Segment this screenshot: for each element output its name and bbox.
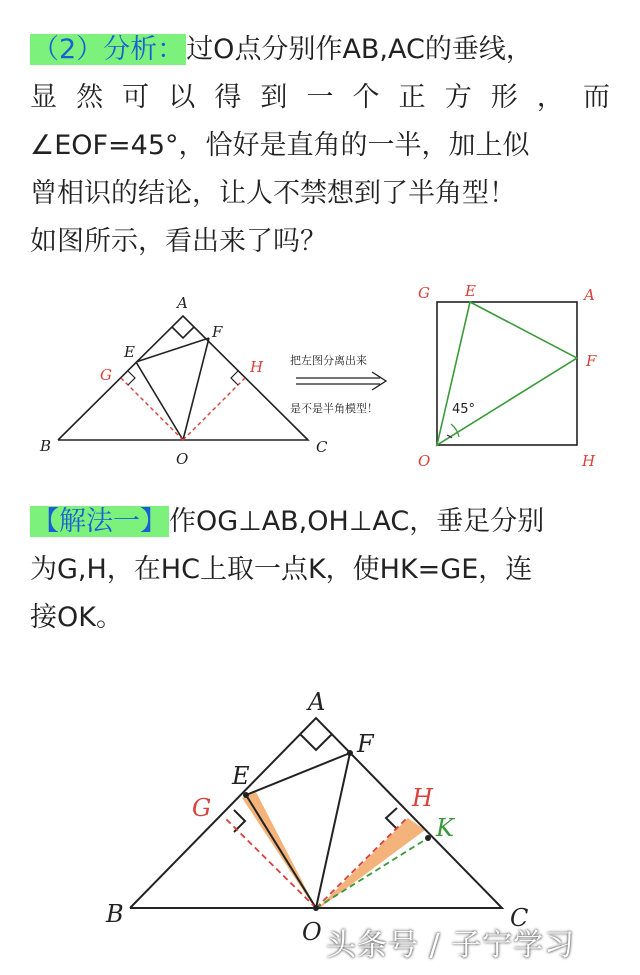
analysis-line-2-char: 一	[306, 82, 334, 113]
arrow-top-text: 把左图分离出来	[290, 354, 367, 367]
right-angle-mark-h-2	[386, 808, 397, 829]
arrow-annotation	[290, 353, 386, 415]
figure-half-angle-model	[0, 278, 640, 478]
analysis-text-1: 过O点分别作AB,AC的垂线，	[186, 34, 533, 65]
analysis-line-2-char: 正	[398, 82, 426, 113]
label-a: A	[177, 294, 188, 312]
analysis-line-2-char: 得	[214, 82, 242, 113]
fig2-label-o: O	[302, 918, 322, 946]
label-e: E	[124, 343, 135, 361]
analysis-line-2-char: 形	[490, 82, 518, 113]
analysis-line-2-char: 可	[122, 82, 150, 113]
analysis-line-4: 曾相识的结论，让人不禁想到了半角型！	[30, 178, 516, 209]
right-angle-mark-a	[172, 327, 194, 338]
analysis-line-2	[30, 74, 610, 122]
label-h: H	[250, 358, 264, 376]
solution-line-1	[30, 498, 610, 546]
analysis-line-1	[30, 26, 610, 74]
analysis-paragraph	[30, 26, 610, 266]
analysis-line-2-char: 方	[444, 82, 472, 113]
arrow-icon	[296, 372, 386, 390]
fig2-label-b: B	[106, 900, 124, 928]
segment-oe-2	[246, 795, 316, 908]
fig2-label-a: A	[308, 690, 326, 716]
watermark: 头条号 / 子宁学习	[326, 928, 576, 963]
angle-45-label: 45°	[452, 402, 476, 417]
square-label-g: G	[418, 284, 430, 302]
label-c: C	[316, 438, 328, 456]
solution-text-1: 作OG⊥AB,OH⊥AC，垂足分别	[169, 506, 545, 537]
analysis-line-3: ∠EOF=45°，恰好是直角的一半，加上似	[30, 130, 530, 161]
analysis-line-2-char: 显	[30, 82, 57, 113]
solution-line-2: 为G,H，在HC上取一点K，使HK=GE，连	[30, 554, 533, 585]
square-diagram	[437, 302, 577, 445]
triangle-abc	[58, 316, 308, 440]
square-label-e: E	[465, 282, 476, 300]
analysis-label: （2）分析：	[32, 34, 185, 65]
analysis-line-2-char: 个	[352, 82, 380, 113]
fig2-label-g: G	[192, 794, 212, 822]
segment-oe	[136, 362, 183, 440]
solution-line-3: 接OK。	[30, 602, 123, 633]
analysis-line-2-char: 以	[168, 82, 196, 113]
square-goha	[437, 302, 577, 445]
fig2-label-c: C	[510, 904, 529, 932]
perpendiculars-red	[121, 378, 245, 440]
label-o: O	[176, 450, 189, 468]
square-label-o: O	[418, 452, 431, 470]
label-b: B	[40, 437, 52, 455]
segment-oh	[183, 378, 245, 440]
label-f: F	[212, 323, 223, 341]
right-angle-mark-a-2	[300, 734, 332, 750]
left-triangle-diagram	[58, 316, 308, 440]
fig2-label-k: K	[436, 814, 454, 842]
right-angle-mark-g	[128, 371, 135, 385]
segment-ef	[136, 338, 209, 362]
analysis-line-5: 如图所示，看出来了吗？	[30, 226, 327, 257]
analysis-line-2-char: 然	[76, 82, 104, 113]
triangle-abc-2	[130, 718, 502, 908]
square-label-a: A	[584, 286, 595, 304]
analysis-line-2-char: ，	[536, 82, 564, 113]
solution-label: 【解法一】	[32, 506, 167, 537]
fig2-label-h: H	[412, 784, 433, 812]
solution-paragraph	[30, 498, 610, 642]
analysis-line-2-char: 而	[582, 82, 610, 113]
segment-of	[183, 338, 209, 440]
fig2-label-f: F	[357, 730, 374, 758]
fig2-label-e: E	[232, 762, 250, 790]
label-g: G	[100, 366, 112, 384]
arrow-bottom-text: 是不是半角模型！	[290, 402, 378, 415]
segment-oh-2	[316, 818, 407, 908]
analysis-line-2-char: 到	[260, 82, 288, 113]
right-angle-mark-h	[231, 371, 238, 385]
square-label-f: F	[586, 352, 597, 370]
square-label-h: H	[582, 452, 596, 470]
triangle-eof	[437, 302, 577, 445]
